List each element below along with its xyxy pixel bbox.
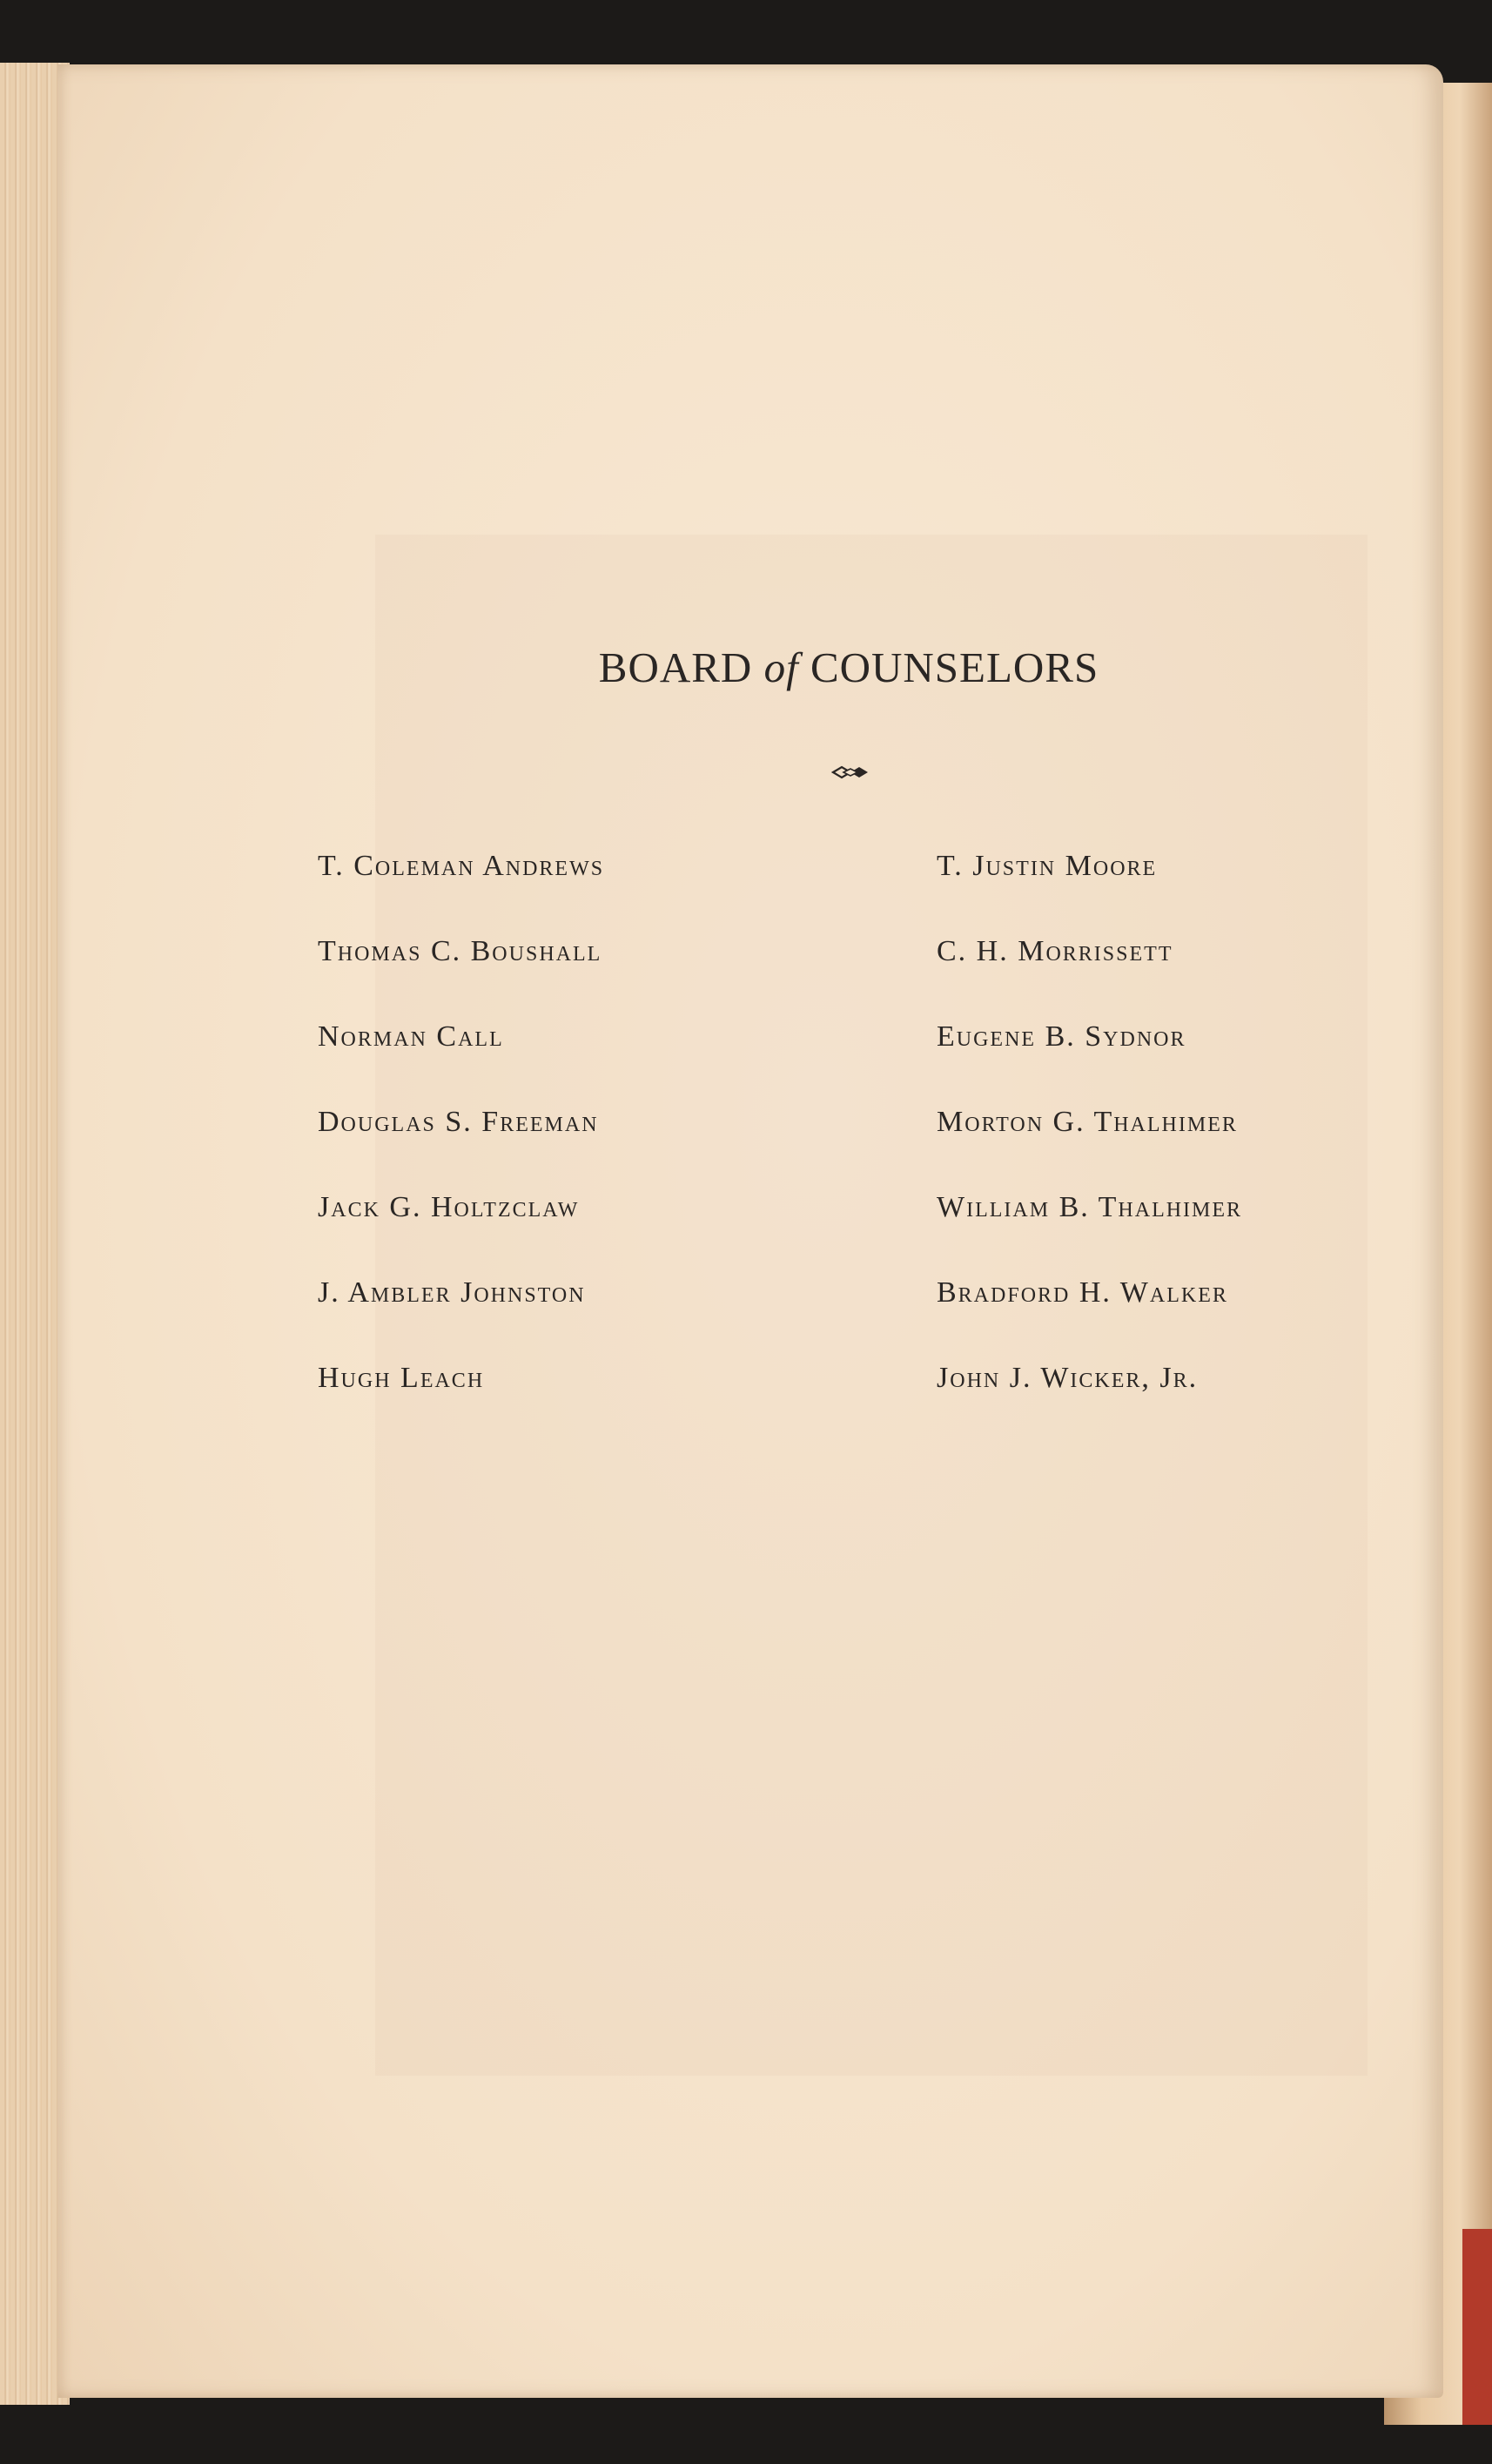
counselor-name: Jack G. Holtzclaw (318, 1191, 580, 1223)
book-cover-edge (1462, 2229, 1492, 2425)
counselor-name: J. Ambler Johnston (318, 1276, 586, 1309)
page-title (0, 643, 1492, 692)
counselor-name: Morton G. Thalhimer (937, 1106, 1238, 1138)
counselor-name: Thomas C. Boushall (318, 935, 602, 967)
counselor-name: T. Coleman Andrews (318, 850, 605, 882)
counselor-name: Hugh Leach (318, 1362, 485, 1394)
title-counselors: COUNSELORS (810, 643, 1099, 691)
diamond-ornament-icon (831, 762, 870, 783)
counselor-name: C. H. Morrissett (937, 935, 1173, 967)
counselor-name: John J. Wicker, Jr. (937, 1362, 1199, 1394)
counselor-name: Douglas S. Freeman (318, 1106, 599, 1138)
counselor-name: Eugene B. Sydnor (937, 1020, 1186, 1053)
counselor-name: Norman Call (318, 1020, 504, 1053)
title-of: of (763, 643, 799, 691)
counselor-name: Bradford H. Walker (937, 1276, 1228, 1309)
counselors-left-column (318, 840, 604, 1437)
counselor-name: William B. Thalhimer (937, 1191, 1243, 1223)
title-board: BOARD (598, 643, 753, 691)
counselors-right-column (937, 840, 1242, 1437)
counselor-name: T. Justin Moore (937, 850, 1158, 882)
